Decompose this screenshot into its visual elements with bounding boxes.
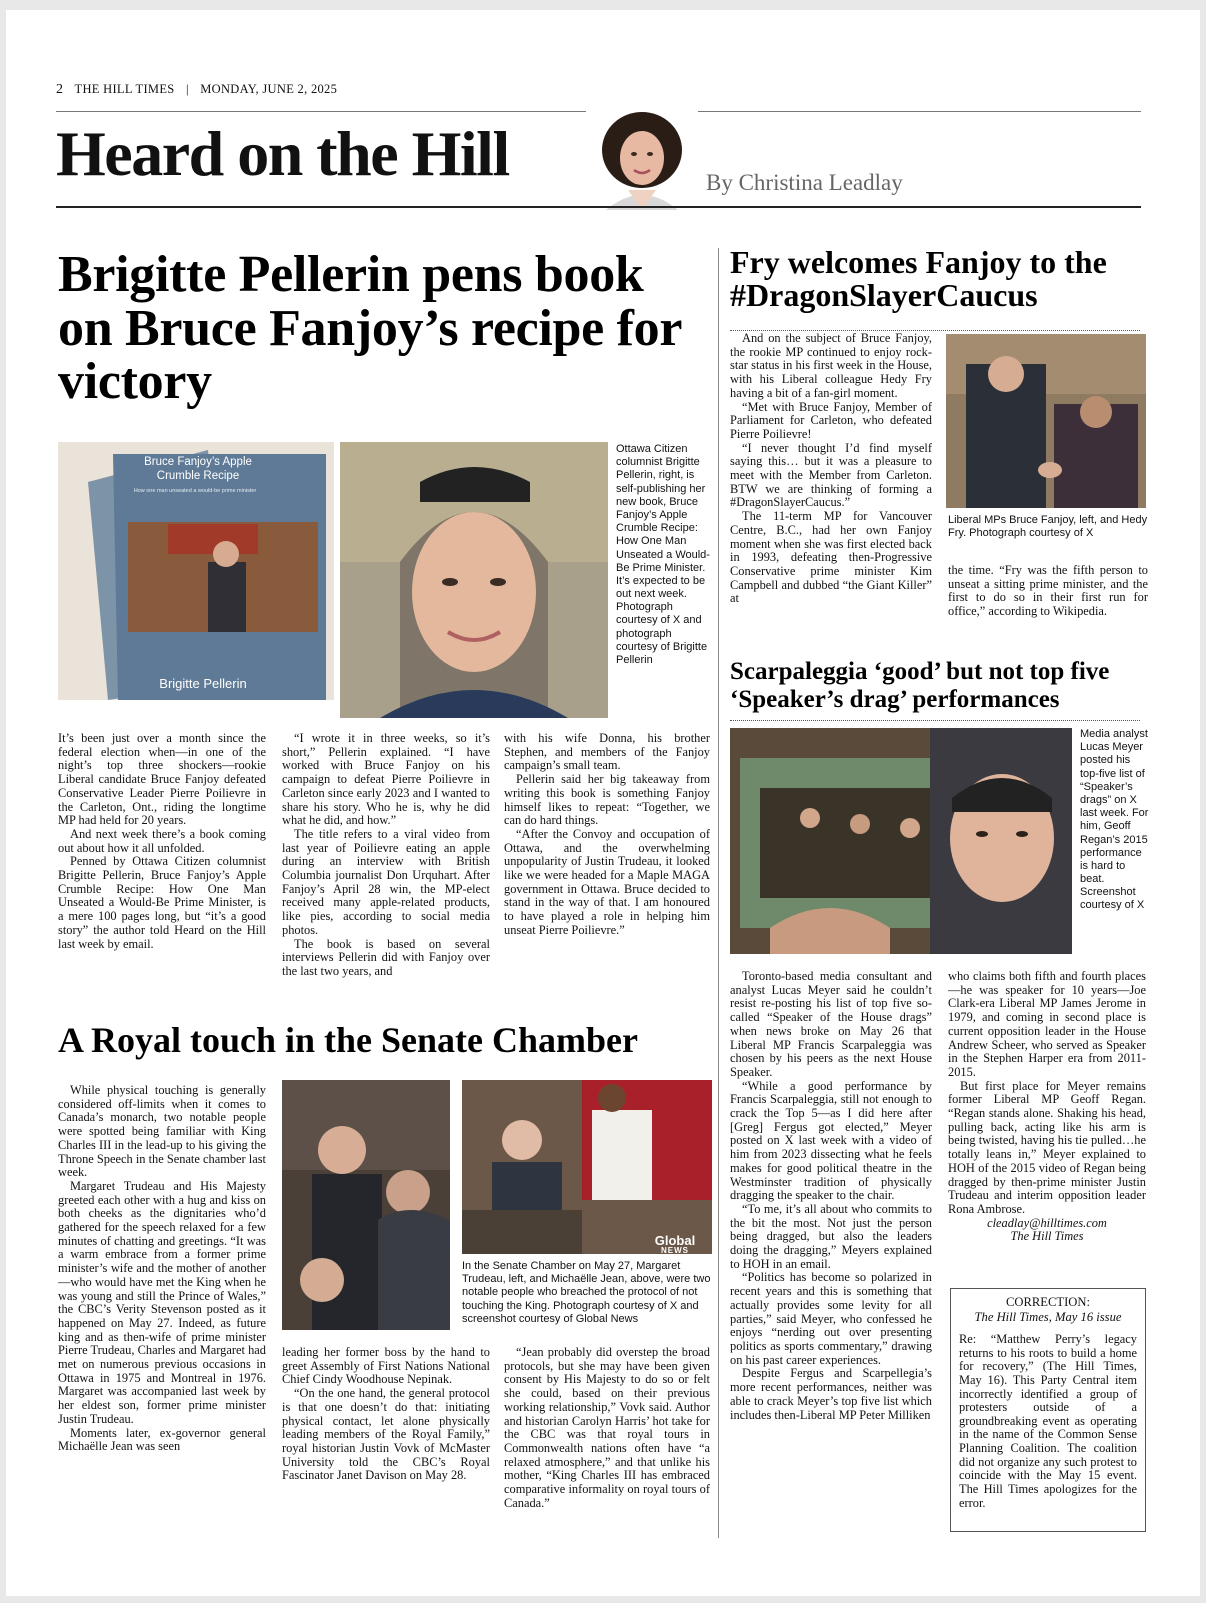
paragraph: And next week there’s a book coming out about how it all unfolded.: [58, 826, 266, 855]
paragraph: The title refers to a viral video from last year of Poilievre eating an apple during an interview with British Columbia journalist Don Urquhart. After Fanjoy’s April 28 win, the MP-elect received many apple-related products, like pies, according to social media photos.: [282, 826, 490, 937]
paragraph: “Politics has become so polarized in recent years and this is something that actually provides some levity for all parties,” said Meyer, who confessed he enjoys “nerding out over presenting politics as sports commentary,” drawing on his past career experiences.: [730, 1270, 932, 1367]
royal-column-1: [58, 1084, 266, 1454]
paragraph: And on the subject of Bruce Fanjoy, the rookie MP continued to enjoy rock-star status in his first week in the House, with his Liberal colleague Hedy Fry having a bit of a fan-girl moment.: [730, 331, 932, 400]
book-cover-title: Bruce Fanjoy’s Apple Crumble Recipe: [144, 456, 252, 482]
paragraph: “On the one hand, the general protocol is that one doesn’t do that: initiating physical contact, let alone physically leading members of the Royal Family,” royal historian Justin Vovk of McMaster University told the CBC’s Royal Fascinator Janet Davison on May 28.: [282, 1386, 490, 1483]
michaelle-jean-screenshot: [462, 1080, 712, 1254]
paragraph: “Jean probably did overstep the broad protocols, but she may have been given consent by His Majesty to do so or felt she could, based on their previous working relationship,” Vovk said. Author and historian Carolyn Harris’ hot take for the CBC was that royal tours in Commonwealth nations often have “a relaxed atmosphere,” and that unlike his mother, “King Charles III has embraced comparative informality on royal tours of Canada.”: [504, 1345, 710, 1510]
paragraph: leading her former boss by the hand to greet Assembly of First Nations National Chief Cindy Woodhouse Nepinak.: [282, 1345, 490, 1387]
royal-column-2: [282, 1346, 490, 1483]
paragraph: “While a good performance by Francis Scarpaleggia, still not enough to crack the Top 5—as I did here after [Greg] Fergus got elected,” Meyer posted on X last week with a video of him from 2023 dissecting what he feels makes for good political theatre in the Westminster tradition of physically dragging the speaker to the chair.: [730, 1078, 932, 1203]
global-news-logo: [644, 1234, 706, 1255]
paragraph: “To me, it’s all about who commits to the bit the most. Not just the person being dragged, but also the leaders doing the dragging,” Meyers explained to HOH in an email.: [730, 1201, 932, 1271]
paragraph: Margaret Trudeau and His Majesty greeted each other with a hug and kiss on both cheeks as the dignitaries who’d gathered for the speech relaxed for a few minutes of chatting and greetings. “It was a warm embrace from a former prime minister’s wife and the mother of another—who would have met the King when he was young and still the Prince of Wales,” the CBC’s Verity Stevenson posted as it happened on May 27. Indeed, as future king and as then-wife of prime minister Pierre Trudeau, Charles and Margaret had met on numerous previous occasions in Ottawa in 1975 and Montreal in 1976. Margaret was accompanied last week by her eldest son, former prime minister Justin Trudeau.: [58, 1178, 266, 1426]
royal-headline: A Royal touch in the Senate Chamber: [58, 1020, 639, 1060]
paragraph: Toronto-based media consultant and analyst Lucas Meyer said he couldn’t resist re-posting his list of top five so-called “Speaker of the House drags” when news broke on May 26 that Liberal MP Francis Scarpaleggia was chosen by his peers as the next House Speaker.: [730, 969, 932, 1079]
paragraph: Penned by Ottawa Citizen columnist Brigitte Pellerin, Bruce Fanjoy’s Apple Crumble Recipe: How One Man Unseated a Would-Be Prime Minister, is a mere 100 pages long, but “it’s a good story” the author told Heard on the Hill last week by email.: [58, 854, 266, 951]
fry-fanjoy-photo: [946, 334, 1146, 508]
paragraph: It’s been just over a month since the federal election when—in one of the night’s top three shockers—rookie Liberal candidate Bruce Fanjoy defeated Conservative Leader Pierre Poilievre in the Carleton, Ont., riding the longtime MP had held for 20 years.: [58, 731, 266, 828]
paragraph: who claims both fifth and fourth places—he was speaker for 10 years—Joe Clark-era Liberal MP James Jerome in 1979, and coming in second place is current opposition leader in the House Andrew Scheer, who served as Speaker in the Stephen Harper era from 2011-2015.: [948, 969, 1146, 1079]
pellerin-photo: [340, 442, 608, 718]
paragraph: Despite Fergus and Scarpellegia’s more recent performances, neither was able to crack Meyer’s top five list which includes then-Liberal MP Peter Milliken: [730, 1366, 932, 1422]
meyer-caption: Media analyst Lucas Meyer posted his top-five list of “Speaker’s drags” on X last week. For him, Geoff Regan’s 2015 performance is hard to beat. Screenshot courtesy of X: [1080, 728, 1149, 912]
royal-caption: In the Senate Chamber on May 27, Margaret Trudeau, left, and Michaëlle Jean, above, were two notable people who breached the protocol of not touching the King. Photograph courtesy of X and screenshot courtesy of Global News: [462, 1260, 711, 1325]
signoff-publication: The Hill Times: [1010, 1229, 1084, 1244]
page-number: 2: [56, 82, 64, 97]
paragraph: While physical touching is generally considered off-limits when it comes to Canada’s monarch, two notable people were spotted being familiar with King Charles III in the lead-up to his giving the Throne Speech in the Senate chamber last week.: [58, 1083, 266, 1180]
scarpaleggia-column-1: [730, 970, 932, 1422]
paragraph: “After the Convoy and occupation of Ottawa, and the overwhelming unpopularity of Justin Trudeau, it looked like we were headed for a Maple MAGA government in Ottawa. Bruce decided to stand in the way of that. I am honoured to have played a role in helping him unseat Pierre Poilievre.”: [504, 826, 710, 937]
paragraph: “I wrote it in three weeks, so it’s short,” Pellerin explained. “I have worked with Bruce Fanjoy on his campaign to defeat Pierre Poilievre in Carleton since early 2023 and I wanted to share his story. Who he is, why he did what he did, and how.”: [282, 731, 490, 828]
pellerin-column-2: [282, 732, 490, 979]
folio-separator: |: [185, 82, 189, 96]
fry-caption: Liberal MPs Bruce Fanjoy, left, and Hedy Fry. Photograph courtesy of X: [948, 514, 1148, 540]
publication-name: THE HILL TIMES: [74, 82, 175, 96]
byline: By Christina Leadlay: [706, 170, 903, 195]
scarpaleggia-headline: Scarpaleggia ‘good’ but not top five ‘Speaker’s drag’ performances: [730, 658, 1110, 713]
fry-column-2: [948, 564, 1148, 619]
book-cover-subtitle: How one man unseated a would-be prime minister: [133, 488, 257, 494]
scarpaleggia-column-2: [948, 970, 1146, 1244]
paragraph: Pellerin said her big takeaway from writing this book is something Fanjoy himself likes to repeat: “Together, we can do hard things.: [504, 772, 710, 828]
pellerin-caption: Ottawa Citizen columnist Brigitte Pellerin, right, is self-publishing her new book, Bruce Fanjoy’s Apple Crumble Recipe: How One Man Unseated a Would-Be Prime Minister. It’s expected to be out next week. Photograph courtesy of X and photograph courtesy of Brigitte Pellerin: [616, 443, 710, 666]
paragraph: But first place for Meyer remains former Liberal MP Geoff Regan. “Regan stands alone. Shaking his head, pulling back, acting like his arm is being twisted, having his tie pulled…he totally leans in,” Meyer explained to HOH of the 2015 video of Regan being dragged by then-prime minister Justin Trudeau and interim opposition leader Rona Ambrose.: [948, 1078, 1146, 1216]
header-rule: [56, 206, 1141, 208]
fry-column-1: [730, 332, 932, 606]
paragraph: with his wife Donna, his brother Stephen, and members of the Fanjoy campaign’s small team.: [504, 731, 710, 773]
royal-column-3: [504, 1346, 710, 1510]
correction-title: CORRECTION:: [1006, 1295, 1090, 1309]
paragraph: The book is based on several interviews Pellerin did with Fanjoy over the last two years, and: [282, 936, 490, 978]
global-news-logo-bottom: NEWS: [661, 1246, 689, 1255]
columnist-portrait: [586, 110, 698, 210]
meyer-screenshot-photo: [730, 728, 1072, 954]
dotted-rule: [730, 720, 1140, 721]
pellerin-headline: Brigitte Pellerin pens book on Bruce Fanjoy’s recipe for victory: [58, 246, 682, 411]
pellerin-column-3: [504, 732, 710, 938]
correction-text: Re: “Matthew Perry’s legacy returns to his roots to build a home for recovery,” (The Hill Times, May 16). This Party Central item incorrectly identified a group of protesters outside of a groundbreaking event as operating in the name of the Common Sense Planning Coalition. The coalition did not organize any such protest to coincide with the May 15 event. The Hill Times apologizes for the error.: [959, 1332, 1137, 1510]
correction-box: [950, 1288, 1146, 1532]
paragraph: the time. “Fry was the fifth person to unseat a sitting prime minister, and the first to do so in their first run for office,” according to Wikipedia.: [948, 563, 1148, 619]
paragraph: “I never thought I’d find myself saying this… but it was a pleasure to meet with the Member from Carleton. BTW we are thinking of forming a #DragonSlayerCaucus.”: [730, 440, 932, 510]
section-title: Heard on the Hill: [56, 118, 509, 189]
pellerin-column-1: [58, 732, 266, 951]
paragraph: Moments later, ex-governor general Michaëlle Jean was seen: [58, 1425, 266, 1454]
fry-headline: Fry welcomes Fanjoy to the #DragonSlayerCaucus: [730, 244, 1107, 313]
paragraph: The 11-term MP for Vancouver Centre, B.C., had her own Fanjoy moment when she was first elected back in 1993, defeating then-Progressive Conservative prime minister Kim Campbell and dubbed “the Giant Killer” at: [730, 509, 932, 606]
paragraph: “Met with Bruce Fanjoy, Member of Parliament for Carleton, who defeated Pierre Poilievre!: [730, 399, 932, 441]
signoff-email: cleadlay@hilltimes.com: [987, 1215, 1107, 1230]
margaret-trudeau-photo: [282, 1080, 450, 1330]
column-divider: [718, 248, 719, 1538]
book-cover-author: Brigitte Pellerin: [159, 676, 247, 691]
correction-subtitle: The Hill Times, May 16 issue: [974, 1310, 1122, 1324]
folio-line: [56, 82, 1141, 112]
global-news-logo-top: Global: [654, 1233, 696, 1248]
newspaper-page: [6, 10, 1200, 1596]
issue-date: MONDAY, JUNE 2, 2025: [200, 82, 338, 96]
